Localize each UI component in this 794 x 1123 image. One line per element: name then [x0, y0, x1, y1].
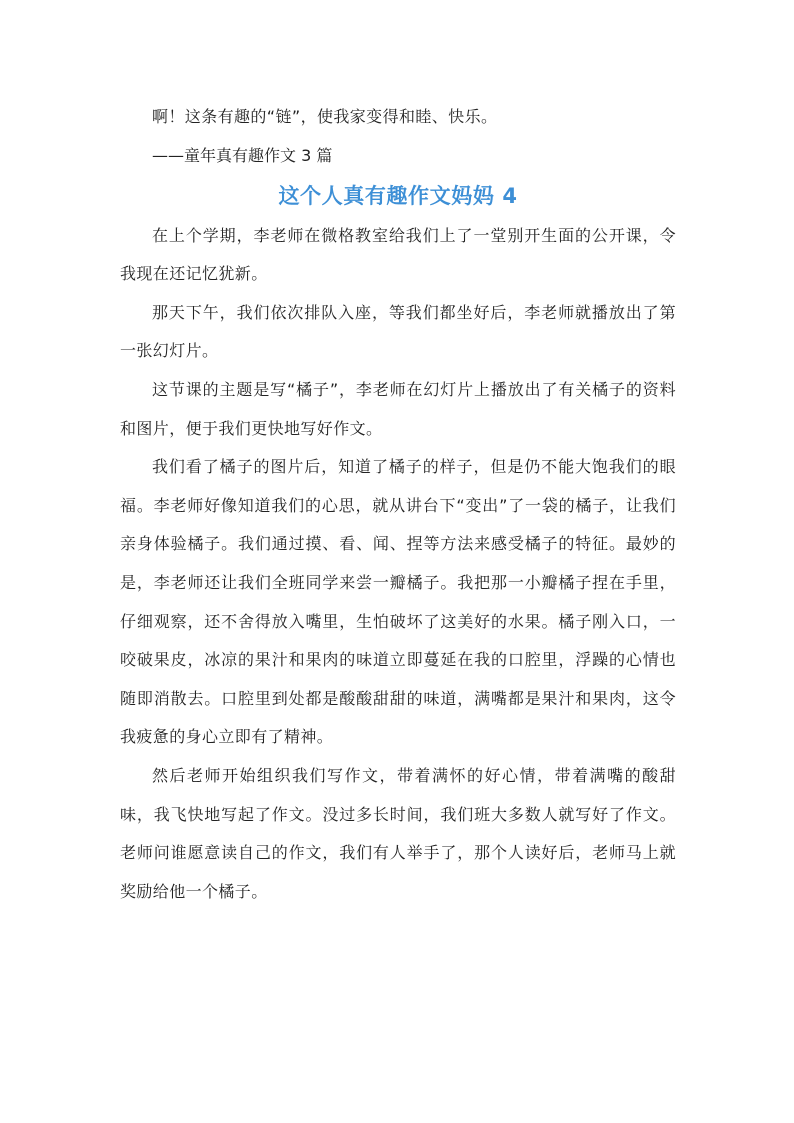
- paragraph: 然后老师开始组织我们写作文，带着满怀的好心情，带着满嘴的酸甜味，我飞快地写起了作文。没过多长时间，我们班大多数人就写好了作文。老师问谁愿意读自己的作文，我们有人举手了，那个人读好后，老师马上就奖励给他一个橘子。: [120, 765, 676, 901]
- subheading: ——童年真有趣作文 3 篇: [152, 145, 333, 165]
- paragraph: 在上个学期，李老师在微格教室给我们上了一堂别开生面的公开课，令我现在还记忆犹新。: [120, 225, 676, 284]
- paragraph: 我们看了橘子的图片后，知道了橘子的样子，但是仍不能大饱我们的眼福。李老师好像知道我们的心思，就从讲台下“变出”了一袋的橘子，让我们亲身体验橘子。我们通过摸、看、闻、捏等方法来感受橘子的特征。最妙的是，李老师还让我们全班同学来尝一瓣橘子。我把那一小瓣橘子捏在手里，仔细观察，还不舍得放入嘴里，生怕破坏了这美好的水果。橘子刚入口，一咬破果皮，冰凉的果汁和果肉的味道立即蔓延在我的口腔里，浮躁的心情也随即消散去。口腔里到处都是酸酸甜甜的味道，满嘴都是果汁和果肉，这令我疲惫的身心立即有了精神。: [120, 457, 676, 747]
- paragraph: 那天下午，我们依次排队入座，等我们都坐好后，李老师就播放出了第一张幻灯片。: [120, 302, 676, 361]
- document-body: [120, 98, 676, 911]
- opening-line: 啊！这条有趣的“链”，使我家变得和睦、快乐。: [152, 107, 498, 126]
- paragraph: 这节课的主题是写“橘子”，李老师在幻灯片上播放出了有关橘子的资料和图片，便于我们更快地写好作文。: [120, 379, 676, 438]
- section-title: 这个人真有趣作文妈妈 4: [278, 183, 518, 208]
